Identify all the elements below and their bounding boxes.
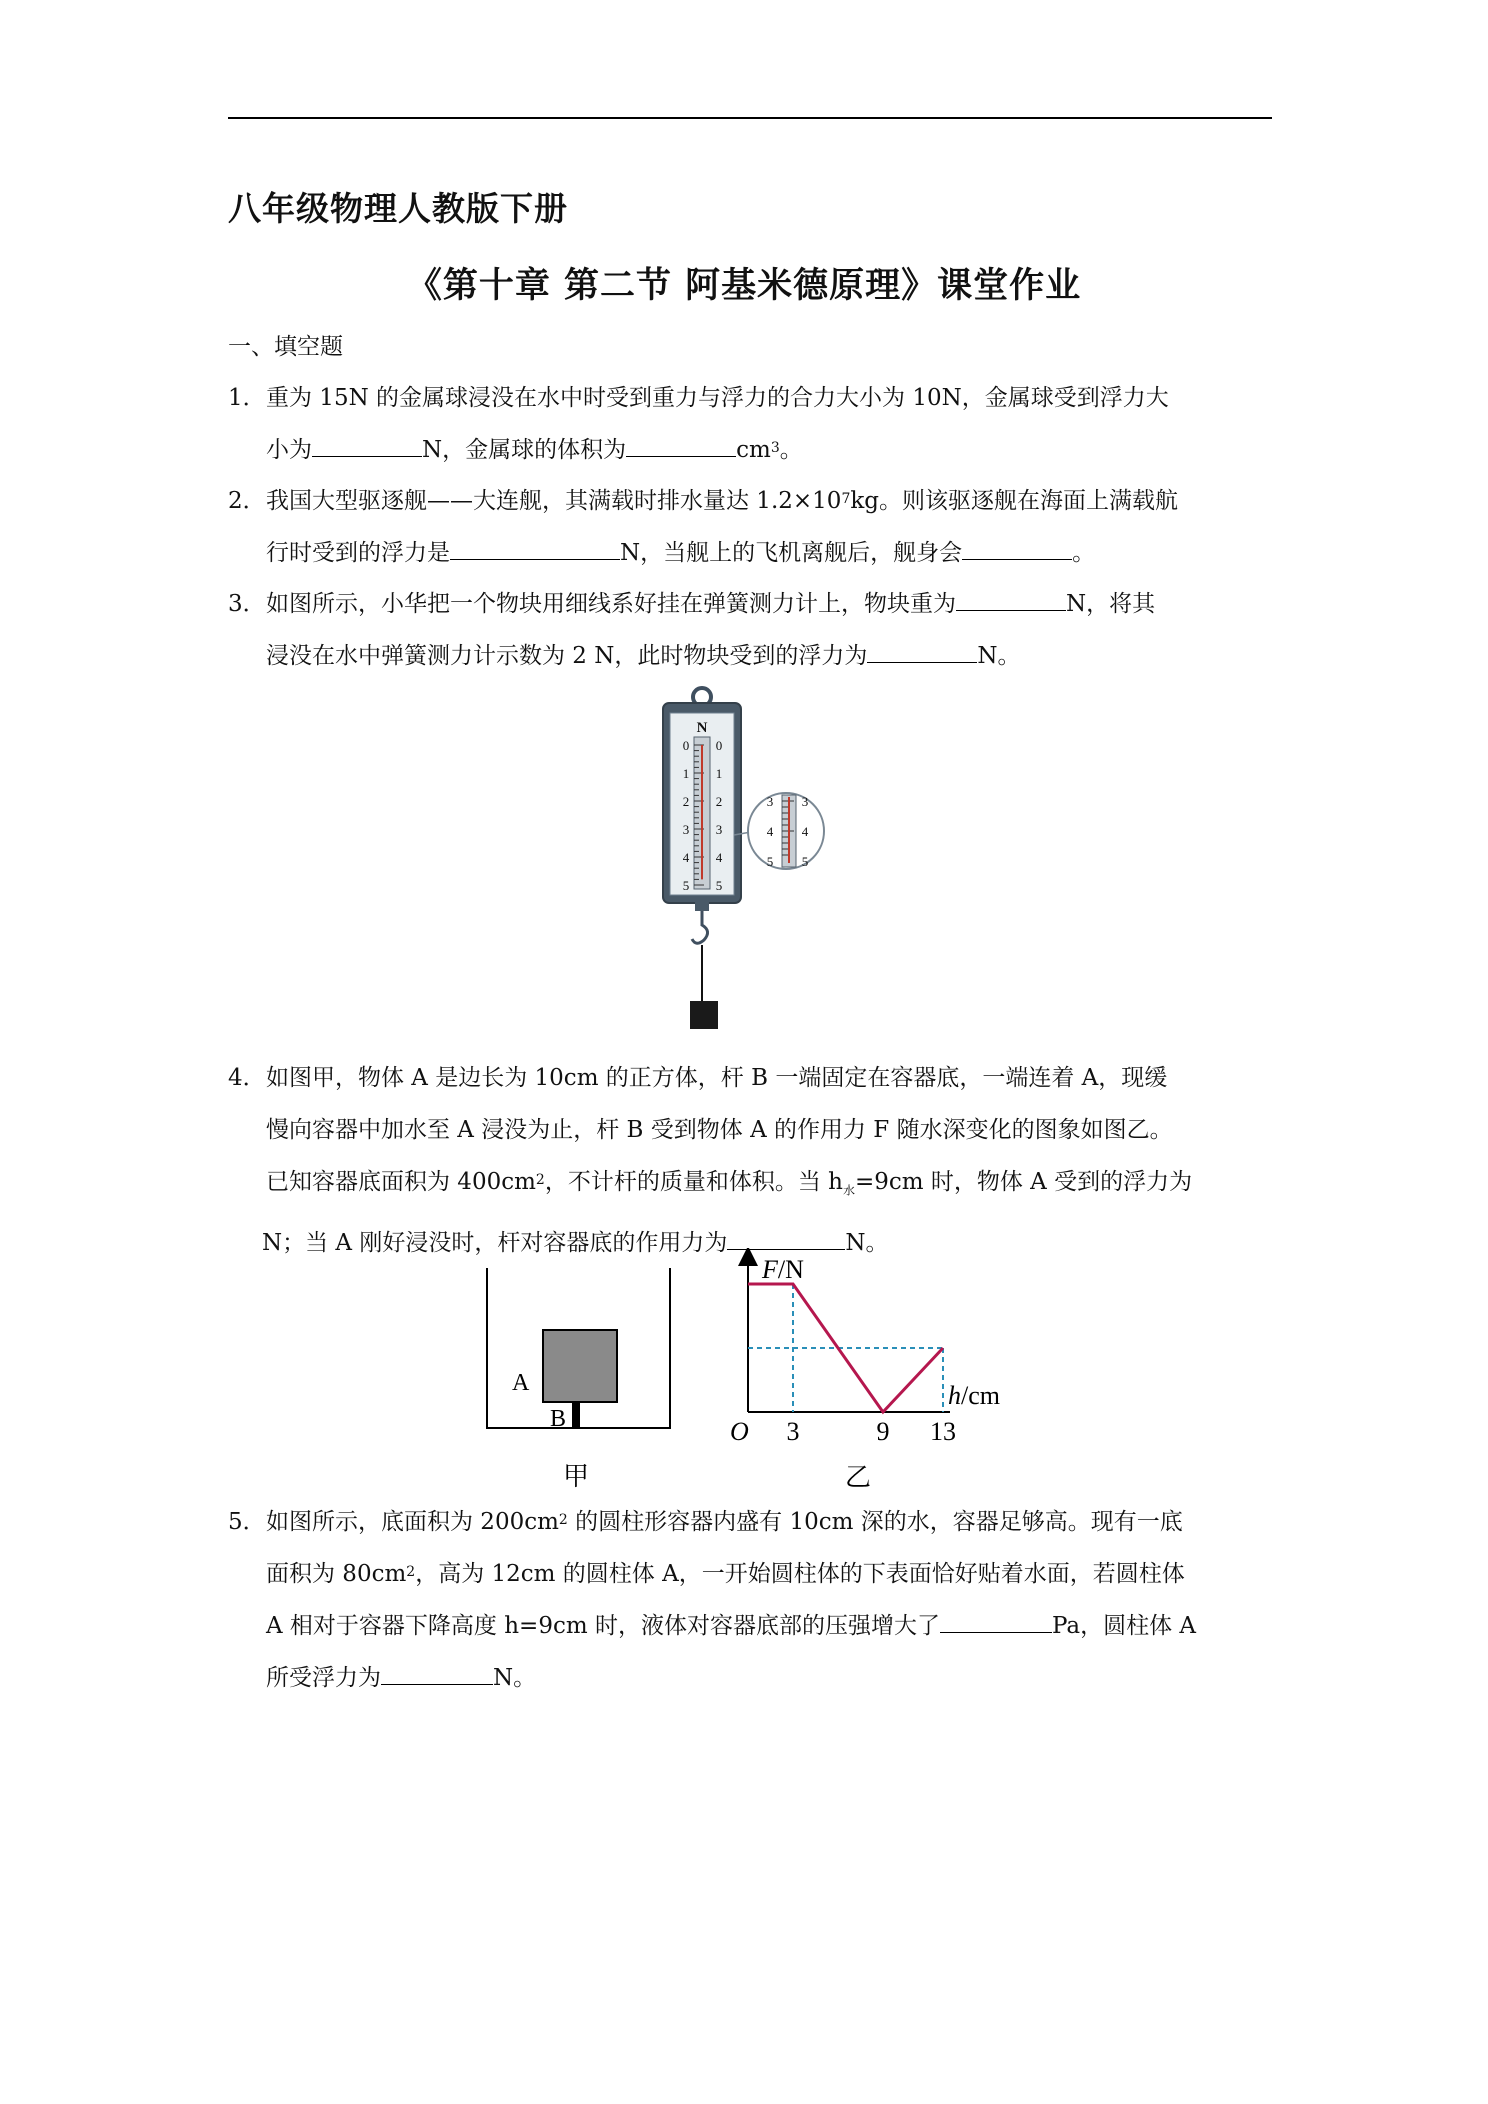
zoom-tick-label: 4 <box>766 824 774 839</box>
origin-label: O <box>730 1417 749 1446</box>
question-line: 小为 N，金属球的体积为 $cm^3$。 <box>228 424 1274 476</box>
question-line: 如图所示，底面积为 $200cm^2$ 的圆柱形容器内盛有 10cm 深的水，容器足够高。现有一底 <box>266 1509 1183 1535</box>
answer-blank[interactable] <box>956 580 1066 611</box>
scale-tick-label: 2 <box>715 794 723 809</box>
question-line: 已知容器底面积为 $400cm^2$，不计杆的质量和体积。当 $h_水=9cm$ 时，物体 A 受到的浮力为 <box>266 1169 1193 1198</box>
scale-tick-label: 5 <box>682 878 690 893</box>
answer-blank[interactable] <box>727 1219 845 1250</box>
answer-blank[interactable] <box>626 426 736 457</box>
question-5 <box>228 1496 1274 1704</box>
question-line: 面积为 $80cm^2$，高为 12cm 的圆柱体 A，一开始圆柱体的下表面恰好贴着水面，若圆柱体 <box>266 1561 1185 1587</box>
cube-a <box>543 1330 617 1402</box>
scale-tick-label: 0 <box>682 738 690 753</box>
document-subtitle: 八年级物理人教版下册 <box>228 189 568 228</box>
y-axis-label: F/N <box>762 1255 804 1284</box>
scale-tick-label: 2 <box>682 794 690 809</box>
figure-jia <box>480 1260 680 1492</box>
x-axis-label: h/cm <box>948 1381 1000 1410</box>
question-line: 我国大型驱逐舰——大连舰，其满载时排水量达 $1.2\times 10^7kg$。则该驱逐舰在海面上满载航 <box>266 488 1179 514</box>
answer-blank[interactable] <box>940 1602 1052 1633</box>
scale-tick-label: 0 <box>715 738 723 753</box>
question-line: 浸没在水中弹簧测力计示数为 2 N，此时物块受到的浮力为 N。 <box>228 630 1274 682</box>
answer-blank[interactable] <box>867 632 977 663</box>
document-title: 《第十章 第二节 阿基米德原理》课堂作业 <box>406 266 1082 306</box>
question-line: N；当 A 刚好浸没时，杆对容器底的作用力为 N。 <box>228 1217 1274 1269</box>
scale-tick-label: 5 <box>715 878 723 893</box>
header-rule <box>228 117 1272 119</box>
zoom-tick-label: 3 <box>766 794 774 809</box>
question-number: 3． <box>228 591 266 617</box>
zoom-tick-label: 3 <box>801 794 809 809</box>
question-number: 1． <box>228 385 266 411</box>
label-b: B <box>550 1406 567 1432</box>
answer-blank[interactable] <box>962 529 1072 560</box>
scale-tick-label: 1 <box>715 766 723 781</box>
label-a: A <box>512 1370 530 1396</box>
caption-yi: 乙 <box>844 1463 872 1492</box>
rod-b <box>572 1402 580 1428</box>
x-tick-label: 3 <box>786 1417 800 1446</box>
question-line: A 相对于容器下降高度 h=9cm 时，液体对容器底部的压强增大了 Pa，圆柱体 A <box>228 1600 1274 1652</box>
scale-tick-label: 1 <box>682 766 690 781</box>
hook-icon <box>692 911 708 943</box>
question-number: 4． <box>228 1065 266 1091</box>
answer-blank[interactable] <box>381 1654 493 1685</box>
question-line: 所受浮力为 N。 <box>228 1652 1274 1704</box>
scale-tick-label: 3 <box>715 822 723 837</box>
question-3 <box>228 578 1274 682</box>
question-line: 如图甲，物体 A 是边长为 10cm 的正方体，杆 B 一端固定在容器底，一端连着 A，现缓 <box>266 1065 1168 1091</box>
figure-yi-chart <box>720 1248 1020 1494</box>
answer-blank[interactable] <box>312 426 422 457</box>
scale-tick-label: 3 <box>682 822 690 837</box>
zoom-tick-label: 5 <box>801 854 809 869</box>
scale-unit-label: N <box>696 720 708 736</box>
question-2 <box>228 475 1274 579</box>
question-line: 重为 15N 的金属球浸没在水中时受到重力与浮力的合力大小为 10N，金属球受到浮力大 <box>266 385 1169 411</box>
question-line: 如图所示，小华把一个物块用细线系好挂在弹簧测力计上，物块重为 N，将其 <box>228 578 1274 630</box>
question-4 <box>228 1052 1274 1269</box>
question-line: 行时受到的浮力是 N，当舰上的飞机离舰后，舰身会 。 <box>228 527 1274 579</box>
weight-block <box>690 1001 718 1029</box>
x-tick-label: 13 <box>930 1417 956 1446</box>
spring-scale-figure <box>600 685 840 1035</box>
zoom-tick-label: 5 <box>766 854 774 869</box>
section-heading: 一、填空题 <box>228 334 343 360</box>
question-number: 5． <box>228 1509 266 1535</box>
question-line: 慢向容器中加水至 A 浸没为止，杆 B 受到物体 A 的作用力 F 随水深变化的图象如图乙。 <box>266 1117 1173 1143</box>
answer-blank[interactable] <box>450 529 620 560</box>
caption-jia: 甲 <box>562 1462 590 1491</box>
scale-tick-label: 4 <box>715 850 723 865</box>
question-number: 2． <box>228 488 266 514</box>
zoom-tick-label: 4 <box>801 824 809 839</box>
x-tick-label: 9 <box>876 1417 890 1446</box>
question-1 <box>228 372 1274 476</box>
scale-tick-label: 4 <box>682 850 690 865</box>
